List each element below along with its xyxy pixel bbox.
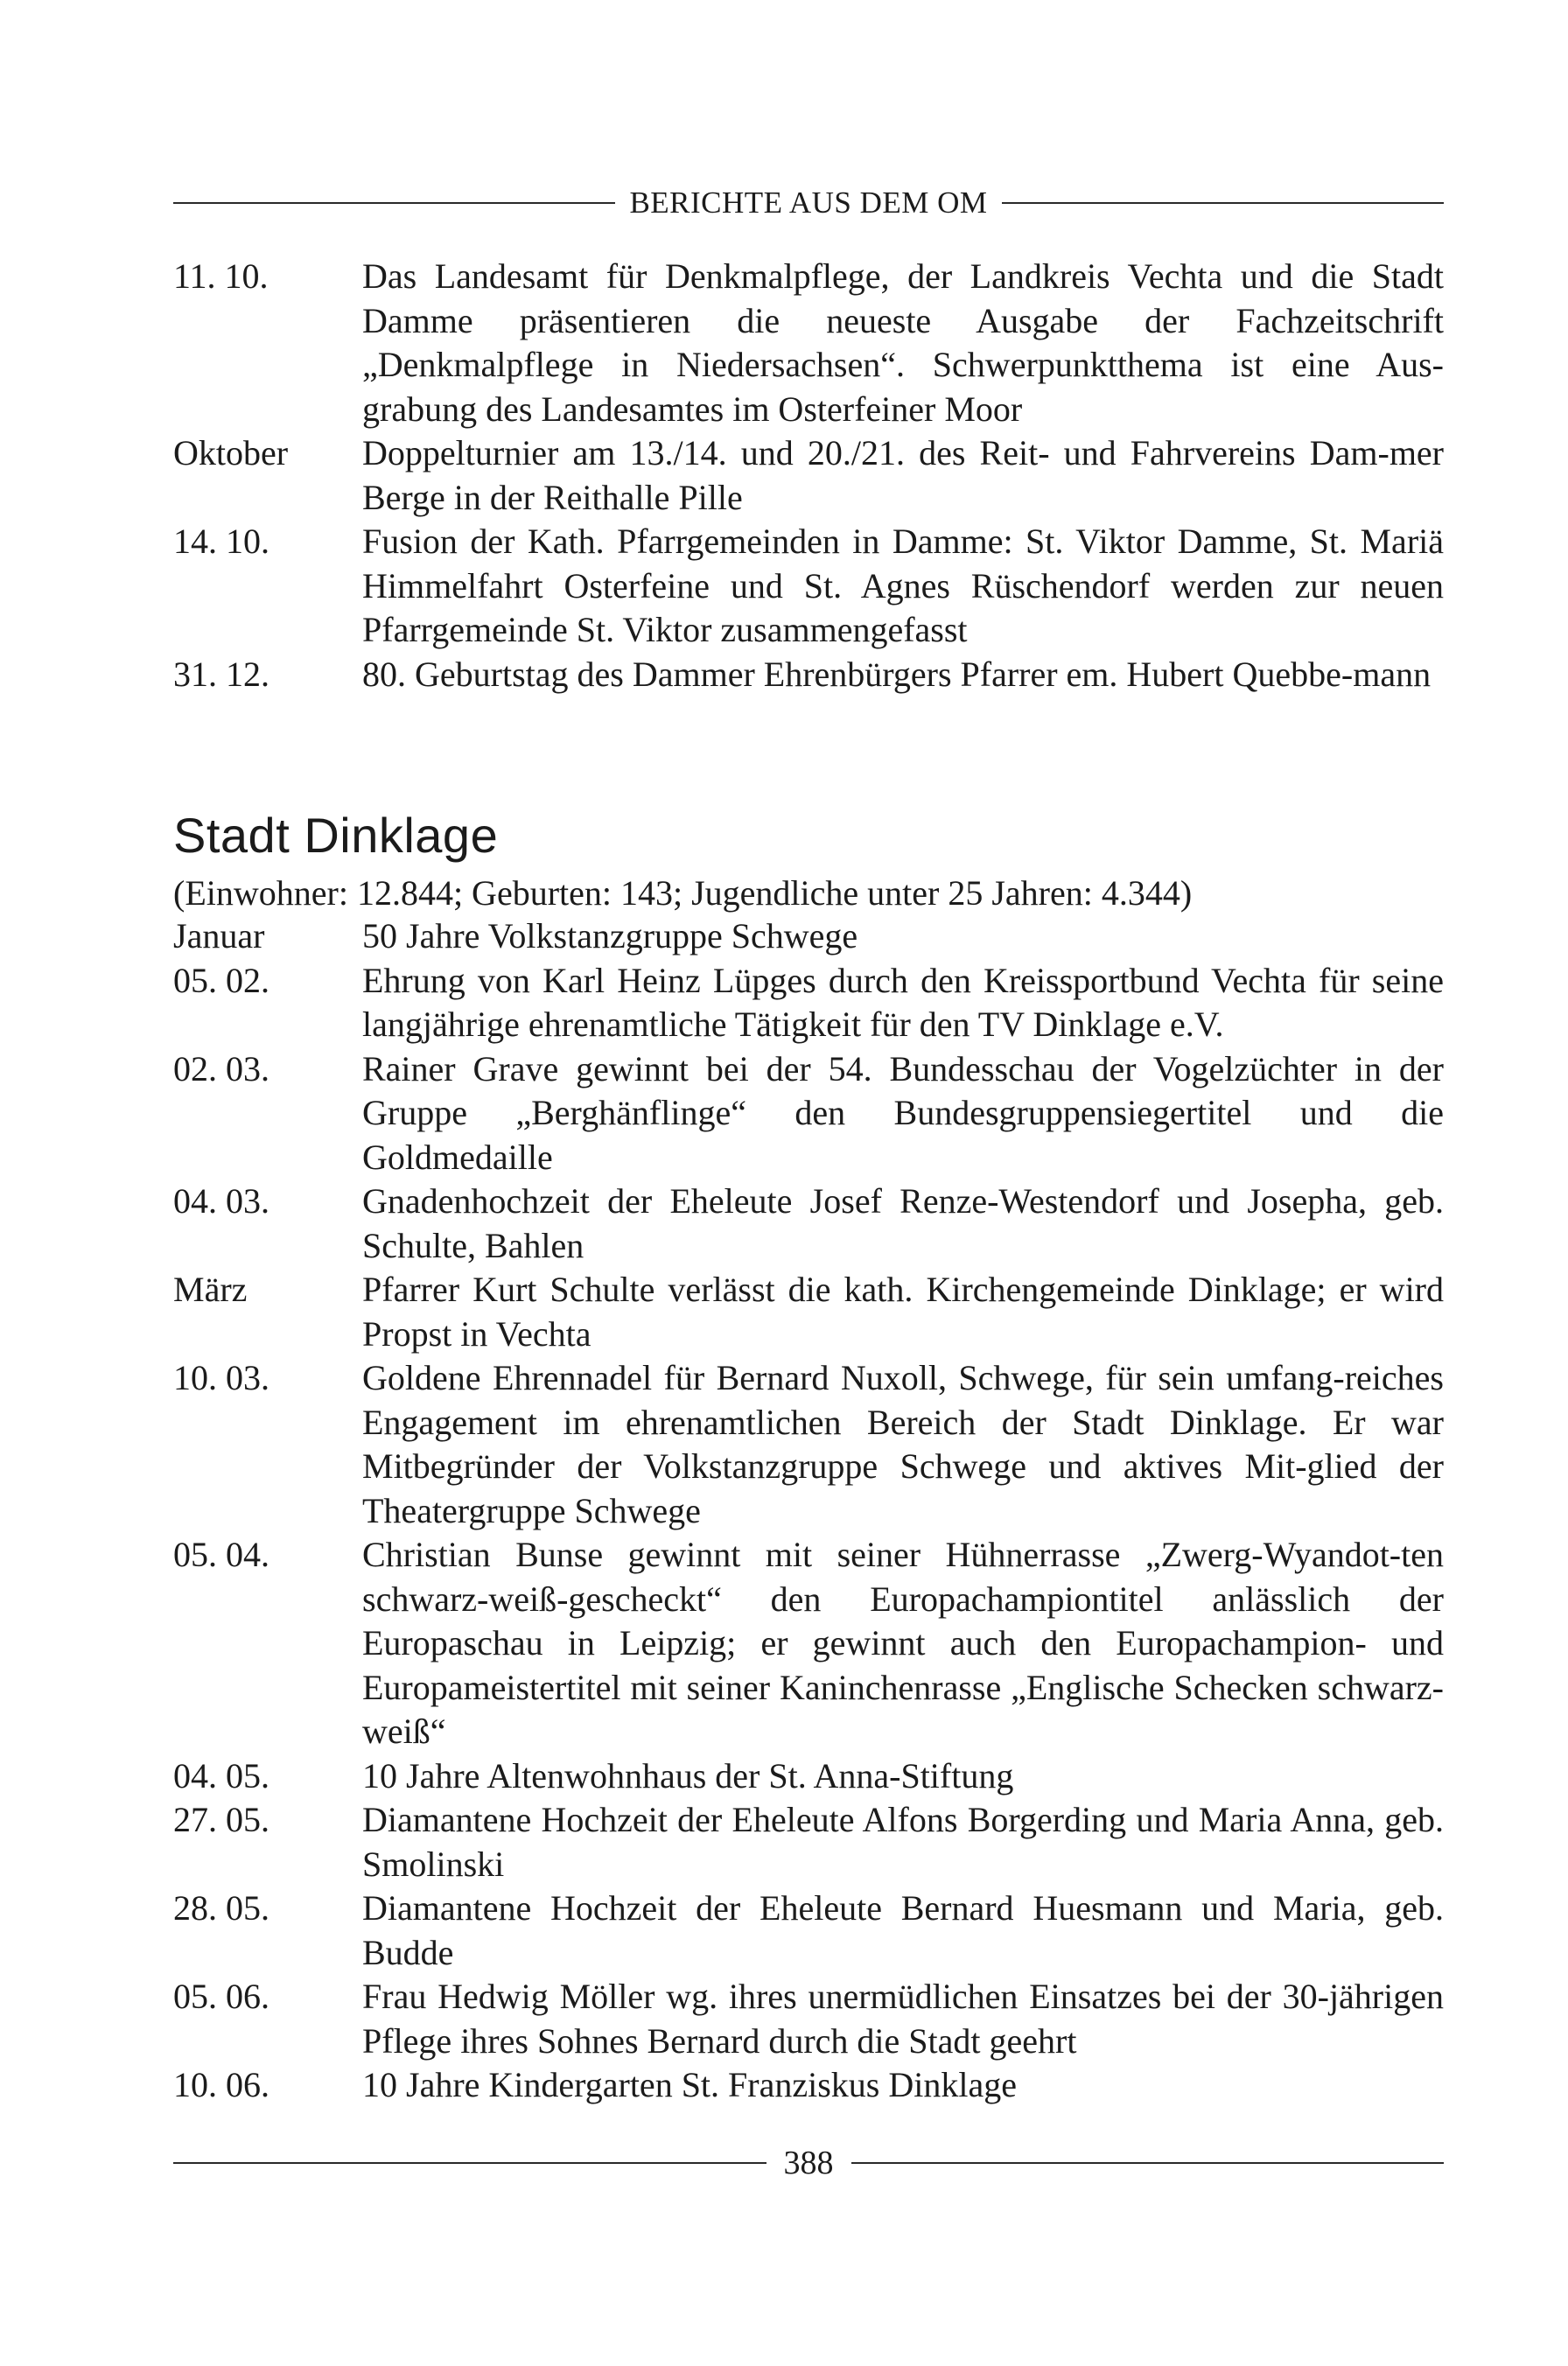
- entry-date: 10. 06.: [173, 2065, 270, 2104]
- entry-text: 80. Geburtstag des Dammer Ehrenbürgers Pfarrer em. Hubert Quebbe-mann: [362, 654, 1432, 694]
- entry-text: Frau Hedwig Möller wg. ihres unermüdlichen Einsatzes bei der 30-jährigen Pflege ihres Sohnes Bernard durch die Stadt geehrt: [362, 1977, 1444, 2061]
- chronicle-entry: [173, 1533, 1444, 1754]
- chronicle-list-damme: [173, 255, 1444, 696]
- entry-date: 27. 05.: [173, 1800, 270, 1839]
- chronicle-entry: [173, 1754, 1444, 1799]
- entry-date: 10. 03.: [173, 1358, 270, 1397]
- chronicle-entry: [173, 1268, 1444, 1356]
- entry-text: Doppelturnier am 13./14. und 20./21. des Reit- und Fahrvereins Dam-mer Berge in der Reithalle Pille: [362, 433, 1444, 517]
- footer-rule-right: [851, 2162, 1445, 2164]
- chronicle-list-dinklage: [173, 914, 1444, 2108]
- chronicle-entry: [173, 2063, 1444, 2108]
- header-rule-right: [1002, 202, 1444, 204]
- page-footer: [173, 2144, 1444, 2182]
- entry-text: Gnadenhochzeit der Eheleute Josef Renze-Westendorf und Josepha, geb. Schulte, Bahlen: [362, 1181, 1444, 1265]
- entry-text: 10 Jahre Altenwohnhaus der St. Anna-Stiftung: [362, 1755, 1014, 1796]
- entry-text: 10 Jahre Kindergarten St. Franziskus Dinklage: [362, 2065, 1017, 2104]
- chronicle-entry: [173, 1886, 1444, 1975]
- entry-date: 04. 03.: [173, 1181, 270, 1221]
- running-header: [173, 186, 1444, 220]
- entry-date: 02. 03.: [173, 1048, 270, 1088]
- entry-text: Pfarrer Kurt Schulte verlässt die kath. Kirchengemeinde Dinklage; er wird Propst in Vechta: [362, 1270, 1444, 1354]
- entry-date: 28. 05.: [173, 1888, 270, 1928]
- chronicle-entry: [173, 1356, 1444, 1533]
- page-number: 388: [783, 2145, 834, 2181]
- entry-date: Oktober: [173, 433, 289, 472]
- chronicle-entry: [173, 1975, 1444, 2063]
- entry-date: 11. 10.: [173, 256, 269, 296]
- section-statistics: (Einwohner: 12.844; Geburten: 143; Jugendliche unter 25 Jahren: 4.344): [173, 873, 1193, 913]
- chronicle-entry: [173, 431, 1444, 520]
- chronicle-entry: [173, 255, 1444, 431]
- entry-date: 14. 10.: [173, 522, 270, 561]
- chronicle-entry: [173, 914, 1444, 959]
- header-rule-left: [173, 202, 615, 204]
- chronicle-entry: [173, 1180, 1444, 1268]
- entry-date: 05. 06.: [173, 1977, 270, 2016]
- entry-text: Fusion der Kath. Pfarrgemeinden in Damme: St. Viktor Damme, St. Mariä Himmelfahrt Osterfeine und St. Agnes Rüschendorf werden zur neuen Pfarrgemeinde St. Viktor zusammengefasst: [362, 522, 1444, 649]
- chronicle-entry: [173, 1047, 1444, 1180]
- entry-text: 50 Jahre Volkstanzgruppe Schwege: [362, 916, 858, 956]
- chronicle-entry: [173, 959, 1444, 1047]
- entry-date: 05. 02.: [173, 960, 270, 1000]
- entry-date: 05. 04.: [173, 1535, 270, 1574]
- chronicle-entry: [173, 520, 1444, 653]
- entry-date: 31. 12.: [173, 654, 270, 694]
- entry-text: Rainer Grave gewinnt bei der 54. Bundesschau der Vogelzüchter in der Gruppe „Berghänflinge“ den Bundesgruppensiegertitel und die Goldmedaille: [362, 1048, 1444, 1177]
- entry-text: Goldene Ehrennadel für Bernard Nuxoll, Schwege, für sein umfang-reiches Engagement im ehrenamtlichen Bereich der Stadt Dinklage. Er war Mitbegründer der Volkstanzgruppe Schwege und aktives Mit-glied der Theatergruppe Schwege: [362, 1358, 1444, 1530]
- footer-rule-left: [173, 2162, 766, 2164]
- chronicle-entry: [173, 1798, 1444, 1886]
- entry-date: März: [173, 1270, 248, 1309]
- section-heading: Stadt Dinklage: [173, 808, 499, 863]
- entry-text: Diamantene Hochzeit der Eheleute Alfons Borgerding und Maria Anna, geb. Smolinski: [362, 1800, 1444, 1884]
- entry-text: Diamantene Hochzeit der Eheleute Bernard Huesmann und Maria, geb. Budde: [362, 1888, 1444, 1972]
- entry-text: Ehrung von Karl Heinz Lüpges durch den Kreissportbund Vechta für seine langjährige ehrenamtliche Tätigkeit für den TV Dinklage e.V.: [362, 960, 1444, 1044]
- running-header-title: BERICHTE AUS DEM OM: [629, 186, 988, 220]
- chronicle-entry: [173, 653, 1444, 697]
- entry-text: Christian Bunse gewinnt mit seiner Hühnerrasse „Zwerg-Wyandot-ten schwarz-weiß-gescheckt“ den Europachampiontitel anlässlich der Europaschau in Leipzig; er gewinnt auch den Europachampion- und Europameistertitel mit seiner Kaninchenrasse „Englische Schecken schwarz-weiß“: [362, 1535, 1444, 1751]
- entry-text: Das Landesamt für Denkmalpflege, der Landkreis Vechta und die Stadt Damme präsentieren die neueste Ausgabe der Fachzeitschrift „Denkmalpflege in Niedersachsen“. Schwerpunktthema ist eine Aus-grabung des Landesamtes im Osterfeiner Moor: [362, 256, 1444, 429]
- entry-date: Januar: [173, 916, 265, 956]
- entry-date: 04. 05.: [173, 1755, 270, 1796]
